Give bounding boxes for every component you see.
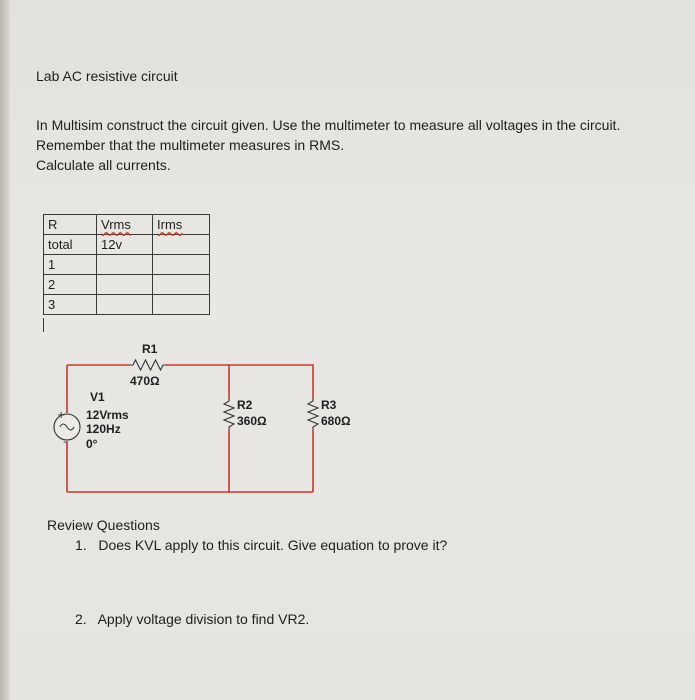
document-title: Lab AC resistive circuit <box>36 68 178 84</box>
wire-top-right <box>166 365 313 398</box>
header-vrms-label: Vrms <box>101 217 131 232</box>
header-r: R <box>44 215 97 235</box>
review-questions-title: Review Questions <box>47 517 160 533</box>
r2-name: R2 <box>237 398 253 412</box>
table-cell: 2 <box>44 275 97 295</box>
r1-value: 470Ω <box>130 374 160 388</box>
v1-phase: 0° <box>86 437 98 451</box>
r2-resistor-symbol <box>224 398 234 430</box>
table-cell: 3 <box>44 295 97 315</box>
v1-name: V1 <box>90 390 105 404</box>
r1-resistor-symbol <box>129 360 166 370</box>
r3-name: R3 <box>321 398 337 412</box>
question-text: Apply voltage division to find VR2. <box>97 611 310 627</box>
r1-name: R1 <box>142 342 158 356</box>
r3-value: 680Ω <box>321 414 351 428</box>
header-irms-label: Irms <box>157 217 183 232</box>
instruction-line-1: In Multisim construct the circuit given. Use the multimeter to measure all voltages in the circuit. <box>36 117 621 133</box>
question-number: 1. <box>75 537 87 553</box>
ac-source-plus-sign: + <box>57 410 66 421</box>
ac-source-minus-sign: - <box>63 437 67 448</box>
question-number: 2. <box>75 611 87 627</box>
table-cell: 12v <box>97 235 153 255</box>
review-question-1 <box>75 537 447 553</box>
question-text: Does KVL apply to this circuit. Give equation to prove it? <box>98 537 448 553</box>
r2-value: 360Ω <box>237 414 267 428</box>
table-cell: total <box>44 235 97 255</box>
r3-resistor-symbol <box>308 398 318 430</box>
v1-frequency: 120Hz <box>86 422 121 436</box>
instruction-line-3: Calculate all currents. <box>36 157 171 173</box>
table-cell: 1 <box>44 255 97 275</box>
v1-voltage: 12Vrms <box>86 408 129 422</box>
review-question-2 <box>75 611 309 627</box>
instruction-line-2: Remember that the multimeter measures in RMS. <box>36 137 345 153</box>
